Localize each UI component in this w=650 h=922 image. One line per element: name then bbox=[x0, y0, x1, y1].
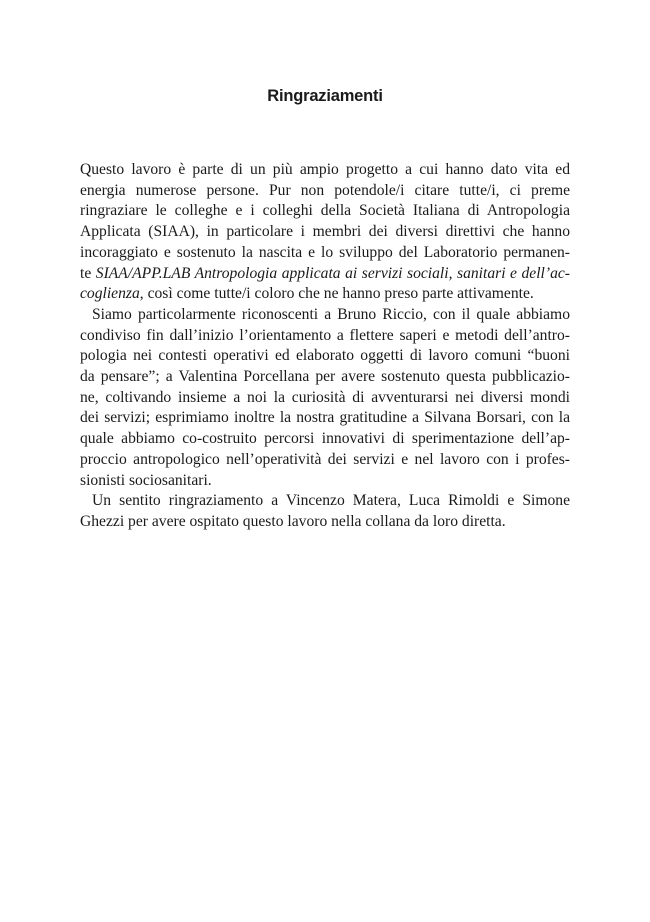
text-run: Siamo particolarmente riconoscenti a Bruno Riccio, con il quale abbiamo bbox=[92, 305, 570, 323]
italic-text: coglienza bbox=[80, 285, 140, 303]
text-run: ringraziare le colleghe e i colleghi della Società Italiana di Antropologia bbox=[80, 202, 570, 220]
text-run: ne, coltivando insieme a noi la curiosità di avventurarsi nei diversi mondi bbox=[80, 388, 570, 406]
text-line bbox=[80, 264, 570, 285]
text-run: incoraggiato e sostenuto la nascita e lo sviluppo del Laboratorio permanen- bbox=[80, 243, 570, 261]
text-line bbox=[80, 346, 570, 367]
text-line bbox=[80, 160, 570, 181]
text-line bbox=[80, 429, 570, 450]
italic-text: SIAA/APP.LAB Antropologia applicata ai servizi sociali, sanitari e dell’ac- bbox=[95, 264, 570, 282]
text-line bbox=[80, 326, 570, 347]
text-line bbox=[80, 201, 570, 222]
text-line bbox=[80, 284, 570, 305]
text-line bbox=[80, 222, 570, 243]
text-run: te bbox=[80, 264, 96, 282]
acknowledgements-text bbox=[80, 160, 570, 533]
text-line bbox=[80, 367, 570, 388]
text-run: energia numerose persone. Pur non potendole/i citare tutte/i, ci preme bbox=[80, 181, 570, 199]
paragraph bbox=[80, 160, 570, 305]
text-line bbox=[80, 243, 570, 264]
text-run: condiviso fin dall’inizio l’orientamento a flettere saperi e metodi dell’antro- bbox=[80, 326, 570, 344]
paragraph bbox=[80, 491, 570, 532]
text-run: proccio antropologico nell’operatività dei servizi e nel lavoro con i profes- bbox=[80, 450, 570, 468]
text-run: dei servizi; esprimiamo inoltre la nostra gratitudine a Silvana Borsari, con la bbox=[80, 409, 570, 427]
page-title: Ringraziamenti bbox=[267, 87, 383, 105]
text-run: sionisti sociosanitari. bbox=[80, 471, 212, 489]
text-line bbox=[80, 305, 570, 326]
text-run: pologia nei contesti operativi ed elaborato oggetti di lavoro comuni “buoni bbox=[80, 347, 570, 365]
text-run: Applicata (SIAA), in particolare i membri dei diversi direttivi che hanno bbox=[80, 223, 570, 241]
text-line bbox=[80, 408, 570, 429]
text-line bbox=[80, 491, 570, 512]
text-line bbox=[80, 450, 570, 471]
text-line bbox=[80, 512, 570, 533]
text-run: Ghezzi per avere ospitato questo lavoro nella collana da loro diretta. bbox=[80, 512, 506, 530]
text-line bbox=[80, 388, 570, 409]
text-run: quale abbiamo co-costruito percorsi innovativi di sperimentazione dell’ap- bbox=[80, 430, 570, 448]
text-run: Questo lavoro è parte di un più ampio progetto a cui hanno dato vita ed bbox=[80, 161, 570, 178]
text-run: , così come tutte/i coloro che ne hanno preso parte attivamente. bbox=[139, 285, 534, 303]
text-line bbox=[80, 181, 570, 202]
text-line bbox=[80, 471, 570, 492]
text-run: da pensare”; a Valentina Porcellana per avere sostenuto questa pubblicazio- bbox=[80, 368, 570, 386]
text-run: Un sentito ringraziamento a Vincenzo Matera, Luca Rimoldi e Simone bbox=[92, 492, 570, 510]
paragraph bbox=[80, 305, 570, 491]
